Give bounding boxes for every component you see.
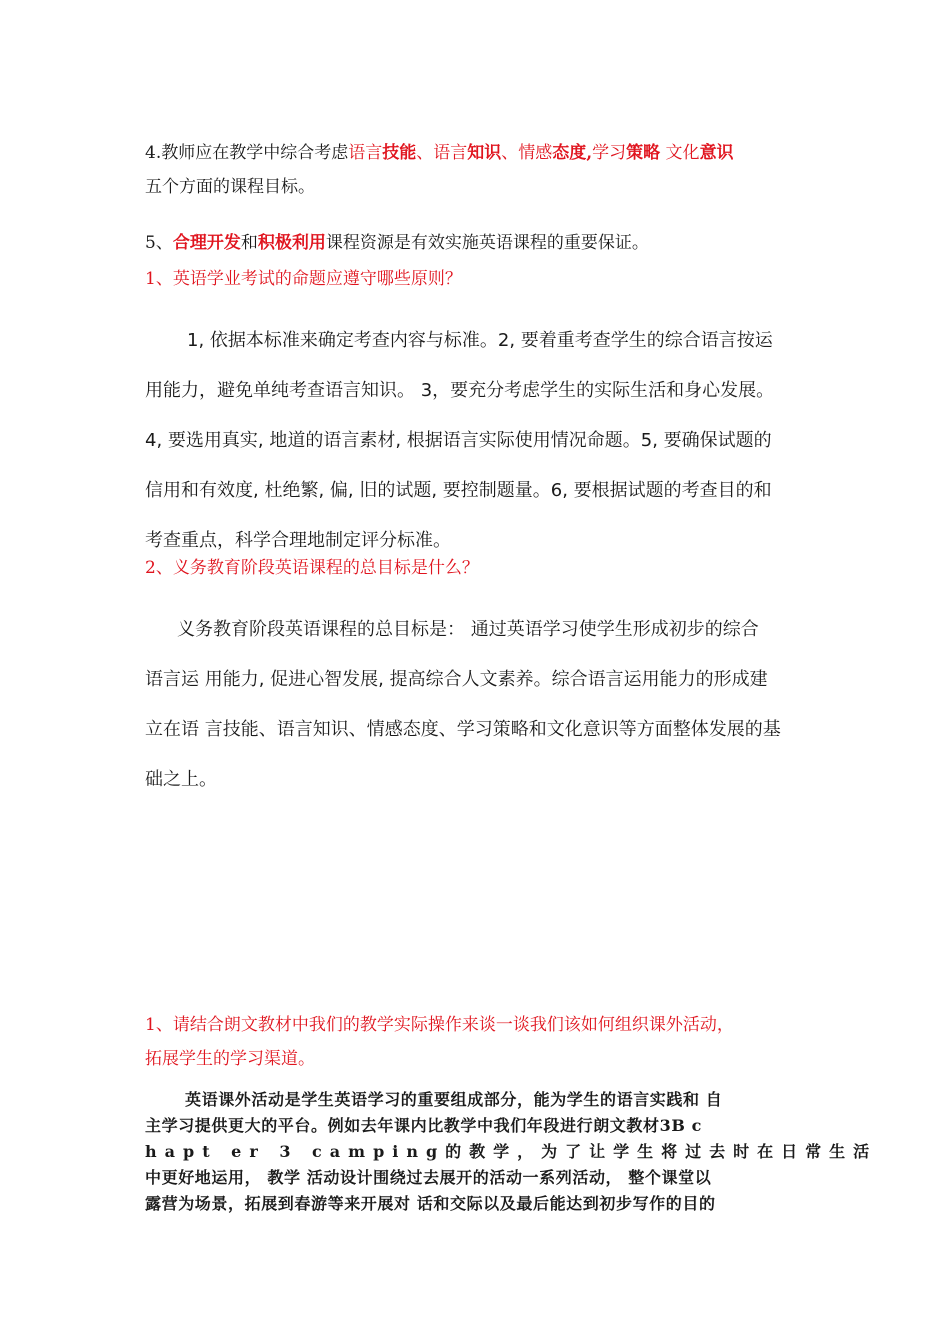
- answer-1-line: 用能力，避免单纯考查语言知识。 3，要充分考虑学生的实际生活和身心发展。: [145, 380, 775, 401]
- answer-3-line: 主学习提供更大的平台。例如去年课内比教学中我们年段进行朗文教材3B c: [145, 1116, 702, 1135]
- answer-2-line: 础之上。: [145, 769, 217, 790]
- separator: 、: [501, 143, 519, 163]
- term-strategy: 策略: [626, 143, 661, 163]
- item-5-connector: 和: [240, 233, 258, 253]
- question-3-title: [145, 1008, 810, 1076]
- answer-3-line: 中更好地运用， 教学 活动设计围绕过去展开的活动一系列活动， 整个课堂以: [145, 1168, 712, 1187]
- term-awareness: 意识: [699, 143, 734, 163]
- term-develop: 合理开发: [172, 233, 241, 253]
- item-4-line-2: 五个方面的课程目标。: [145, 177, 315, 197]
- answer-3-paragraph: [145, 1087, 878, 1217]
- answer-2-line: 语言运 用能力, 促进心智发展, 提高综合人文素养。综合语言运用能力的形成建: [145, 669, 768, 690]
- answer-2-line: 立在语 言技能、语言知识、情感态度、学习策略和文化意识等方面整体发展的基: [145, 719, 781, 740]
- term-learning: 学习: [592, 143, 627, 163]
- term-knowledge: 知识: [467, 143, 502, 163]
- item-4-paragraph: [145, 136, 810, 204]
- separator: 、: [416, 143, 434, 163]
- answer-3-line: 英语课外活动是学生英语学习的重要组成部分，能为学生的语言实践和 自: [185, 1090, 723, 1109]
- answer-3-line: hapt er 3 camping的教学，为了让学生将过去时在日常生活: [145, 1142, 878, 1161]
- question-1-title: 1、英语学业考试的命题应遵守哪些原则？: [145, 269, 462, 289]
- term-use: 积极利用: [257, 233, 326, 253]
- answer-2-paragraph: [145, 605, 810, 805]
- answer-1-line: 考查重点，科学合理地制定评分标准。: [145, 530, 451, 551]
- answer-1-line: 信用和有效度, 杜绝繁, 偏, 旧的试题, 要控制题量。6, 要根据试题的考查目的和: [145, 480, 772, 501]
- item-4-line-1: [145, 136, 810, 170]
- question-2-title: 2、义务教育阶段英语课程的总目标是什么？: [145, 558, 479, 578]
- answer-1-line: 4, 要选用真实, 地道的语言素材, 根据语言实际使用情况命题。5, 要确保试题的: [145, 430, 772, 451]
- term-emotion: 情感: [518, 143, 553, 163]
- term-attitude: 态度: [552, 143, 587, 163]
- term-language-2: 语言: [433, 143, 468, 163]
- answer-2-line: 义务教育阶段英语课程的总目标是： 通过英语学习使学生形成初步的综合: [177, 619, 759, 640]
- item-5-number: 5、: [145, 233, 173, 253]
- answer-3-line: 露营为场景，拓展到春游等来开展对 话和交际以及最后能达到初步写作的目的: [145, 1194, 716, 1213]
- item-4-text: 教师应在教学中综合考虑: [161, 143, 349, 163]
- answer-1-line: 1, 依据本标准来确定考查内容与标准。2, 要着重考查学生的综合语言按运: [187, 330, 773, 351]
- question-3-title-line: 拓展学生的学习渠道。: [145, 1049, 315, 1069]
- term-skills: 技能: [382, 143, 417, 163]
- item-5-text: 课程资源是有效实施英语课程的重要保证。: [325, 233, 649, 253]
- item-5-paragraph: [145, 228, 810, 258]
- item-4-number: 4.: [145, 143, 162, 163]
- separator: ,: [586, 143, 593, 163]
- answer-1-paragraph: [145, 316, 810, 566]
- term-language-1: 语言: [348, 143, 383, 163]
- question-3-title-line: 1、请结合朗文教材中我们的教学实际操作来谈一谈我们该如何组织课外活动，: [145, 1015, 734, 1035]
- term-culture: 文化: [660, 143, 700, 163]
